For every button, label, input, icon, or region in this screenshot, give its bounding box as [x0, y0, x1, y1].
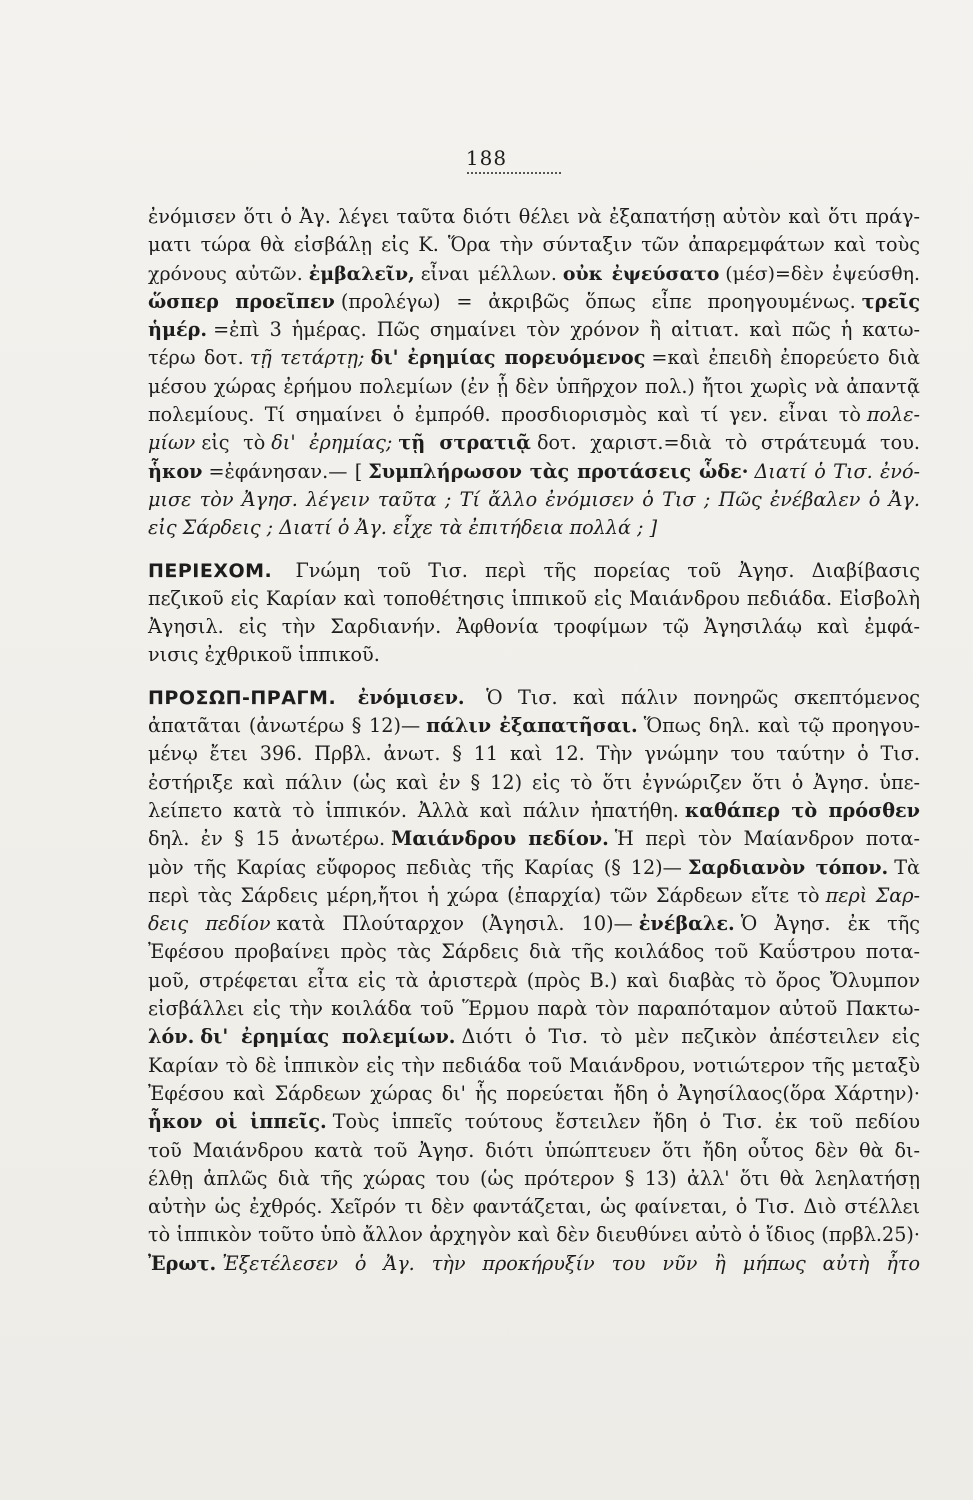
text-line: [148, 825, 920, 853]
lemma: πάλιν ἐξαπατῆσαι.: [426, 714, 638, 738]
text-segment: Ἐφέσου προβαίνει πρὸς τὰς Σάρδεις διὰ τῆς κοιλάδος τοῦ Καΰστρου ποτα-: [148, 940, 920, 964]
text-line: [148, 712, 920, 740]
text-segment: εἰσβάλλει εἰς τὴν κοιλάδα τοῦ Ἕρμου παρὰ τὸν παραπόταμον αὐτοῦ Πακτω-: [148, 997, 920, 1021]
text-segment: Καρίαν τὸ δὲ ἱππικὸν εἰς τὴν πεδιάδα τοῦ Μαιάνδρου, νοτιώτερον τῆς μεταξὺ: [148, 1053, 920, 1077]
persons-things-label: ΠΡΟΣΩΠ-ΠΡΑΓΜ.: [148, 686, 337, 709]
text-segment: Ἐφέσου καὶ Σάρδεων χώρας δι' ἧς πορεύεται ἤδη ὁ Ἀγησίλαος(ὅρα Χάρτην)·: [148, 1081, 920, 1105]
text-segment: πολεμίους. Τί σημαίνει ὁ ἐμπρόθ. προσδιορισμὸς καὶ τί γεν. εἶναι τὸ: [148, 403, 861, 427]
lemma: οὐκ ἐψεύσατο: [562, 262, 720, 285]
text-line: [148, 514, 920, 542]
persons-things-section: [148, 684, 920, 1278]
lemma: τρεῖς: [861, 289, 921, 313]
text-line: [148, 1023, 920, 1051]
lemma: λόν.: [148, 1025, 195, 1049]
text-segment: τέρω δοτ.: [148, 346, 244, 370]
lemma: δι' ἐρημίας πορευόμενος: [370, 346, 646, 370]
text-segment: δεις πεδίον: [148, 912, 271, 936]
text-line: [148, 995, 920, 1023]
contents-label: ΠΕΡΙΕΧΟΜ.: [148, 559, 273, 582]
lemma: καθάπερ τὸ πρόσθεν: [684, 798, 920, 822]
text-segment: Ὁ Ἀγησ. ἐκ τῆς: [740, 912, 920, 936]
contents-line: Ἀγησιλ. εἰς τὴν Σαρδιανήν. Ἀφθονία τροφίμων τῷ Ἀγησιλάῳ καὶ ἐμφά-: [148, 615, 920, 639]
text-segment: (προλέγω) = ἀκριβῶς ὅπως εἶπε προηγουμένως.: [340, 289, 856, 313]
text-line: [148, 769, 920, 797]
text-segment: Ἐξετέλεσεν ὁ Ἀγ. τὴν προκήρυξίν του νῦν ἢ μήπως αὐτὴ ἦτο: [222, 1251, 920, 1275]
text-line: [148, 1080, 920, 1108]
text-segment: Διότι ὁ Τισ. τὸ μὲν πεζικὸν ἀπέστειλεν εἰς: [461, 1025, 920, 1049]
text-segment: μὸν τῆς Καρίας εὔφορος πεδιὰς τῆς Καρίας (§ 12)—: [148, 855, 682, 879]
text-segment: τῇ τετάρτῃ;: [249, 346, 365, 370]
text-line: [148, 288, 920, 316]
text-segment: =ἐφάνησαν.— [: [208, 459, 363, 483]
text-segment: Τοὺς ἱππεῖς τούτους ἔστειλεν ἤδη ὁ Τισ. ἐκ τοῦ πεδίου: [332, 1110, 921, 1134]
text-line: [148, 1108, 920, 1136]
body-text: [148, 203, 920, 1278]
page-number-rule: [467, 172, 561, 174]
text-line: [148, 967, 920, 995]
text-line: [148, 797, 920, 825]
lemma: τῇ στρατιᾷ: [398, 431, 531, 455]
text-segment: περὶ τὰς Σάρδεις μέρη,ἤτοι ἡ χώρα (ἐπαρχία) τῶν Σάρδεων εἴτε τὸ: [148, 883, 820, 907]
text-line: [148, 1137, 920, 1165]
lemma: ἐνέβαλε.: [638, 912, 735, 936]
lemma: Ἐρωτ.: [148, 1251, 217, 1275]
text-segment: εἰς Σάρδεις ; Διατί ὁ Ἀγ. εἶχε τὰ ἐπιτήδεια πολλά ; ]: [148, 516, 658, 540]
text-segment: μοῦ, στρέφεται εἶτα εἰς τὰ ἀριστερὰ (πρὸς Β.) καὶ διαβὰς τὸ ὄρος Ὄλυμπον: [148, 968, 920, 992]
text-line: [148, 373, 920, 401]
text-segment: χρόνους αὐτῶν.: [148, 262, 303, 285]
text-line: [148, 458, 920, 486]
text-segment: ἀπατᾶται (ἀνωτέρω § 12)—: [148, 714, 421, 738]
lemma: ἡμέρ.: [148, 318, 208, 342]
text-segment: μέσου χώρας ἐρήμου πολεμίων (ἐν ᾗ δὲν ὑπῆρχον πολ.) ἤτοι χωρὶς νὰ ἀπαντᾷ: [148, 374, 920, 398]
text-segment: τοῦ Μαιάνδρου κατὰ τοῦ Ἀγησ. διότι ὑπώπτευεν ὅτι ἤδη οὗτος δὲν θὰ δι-: [148, 1138, 920, 1162]
text-segment: κατὰ Πλούταρχον (Ἀγησιλ. 10)—: [276, 912, 633, 936]
text-segment: ἐστήριξε καὶ πάλιν (ὡς καὶ ἐν § 12) εἰς τὸ ὅτι ἐγνώριζεν ὅτι ὁ Ἀγησ. ὑπε-: [148, 770, 920, 794]
text-segment: δηλ. ἐν § 15 ἀνωτέρω.: [148, 827, 386, 851]
lemma: ὥσπερ προεῖπεν: [148, 289, 335, 313]
text-segment: =καὶ ἐπειδὴ ἐπορεύετο διὰ: [651, 346, 920, 370]
text-segment: λείπετο κατὰ τὸ ἱππικόν. Ἀλλὰ καὶ πάλιν ἠπατήθη.: [148, 798, 679, 822]
text-line: [148, 938, 920, 966]
text-line: [148, 910, 920, 938]
text-segment: μένῳ ἔτει 396. Πρβλ. ἀνωτ. § 11 καὶ 12. Τὴν γνώμην του ταύτην ὁ Τισ.: [148, 742, 920, 766]
text-line: [148, 401, 920, 429]
lemma: ἧκον: [148, 459, 203, 483]
lemma: Σαρδιανὸν τόπον.: [687, 855, 889, 879]
text-segment: έλθῃ ἁπλῶς διὰ τῆς χώρας του (ὡς πρότερον § 13) ἀλλ' ὅτι θὰ λεηλατήσῃ: [148, 1166, 920, 1190]
text-segment: τὸ ἱππικὸν τοῦτο ὑπὸ ἄλλον ἀρχηγὸν καὶ δὲν διευθύνει αὐτὸ ὁ ἴδιος (πρβλ.25)·: [148, 1223, 920, 1247]
text-line: [148, 316, 920, 344]
text-line: [148, 854, 920, 882]
commentary-block: [148, 203, 920, 543]
text-segment: εἶναι μέλλων.: [420, 262, 557, 285]
text-segment: Διατί ὁ Τισ. ἐνό-: [754, 459, 920, 483]
text-line: [148, 1193, 920, 1221]
text-segment: μίων: [148, 431, 196, 455]
text-segment: ἐνόμισεν ὅτι ὁ Ἀγ. λέγει ταῦτα διότι θέλει νὰ ἐξαπατήσῃ αὐτὸν καὶ ὅτι πράγ-: [148, 205, 920, 228]
text-line: [148, 1052, 920, 1080]
lemma: Συμπλήρωσον τὰς προτάσεις ὧδε·: [368, 459, 749, 483]
text-line: [148, 429, 920, 457]
text-segment: δι' ἐρημίας;: [271, 431, 393, 455]
text-segment: ματι τώρα θὰ εἰσβάλῃ εἰς Κ. Ὅρα τὴν σύνταξιν τῶν ἀπαρεμφάτων καὶ τοὺς: [148, 233, 920, 257]
text-line: [148, 1250, 920, 1278]
text-segment: πολε-: [866, 403, 920, 427]
text-line: [148, 260, 920, 288]
text-line: [148, 740, 920, 768]
text-line: [148, 1221, 920, 1249]
text-segment: =ἐπὶ 3 ἡμέρας. Πῶς σημαίνει τὸν χρόνον ἢ αἰτιατ. καὶ πῶς ἡ κατω-: [213, 318, 920, 342]
lemma: ἧκον οἱ ἱππεῖς.: [148, 1110, 327, 1134]
lemma: Μαιάνδρου πεδίον.: [391, 827, 609, 851]
lemma: ἐνόμισεν.: [357, 685, 465, 709]
contents-line: νισις ἐχθρικοῦ ἱππικοῦ.: [148, 643, 380, 667]
paragraph-gap: [148, 670, 920, 684]
page-number: 188: [465, 146, 508, 170]
text-segment: περὶ Σαρ-: [825, 883, 920, 907]
paragraph-gap: [148, 543, 920, 557]
text-segment: Ὅπως δηλ. καὶ τῷ προηγου-: [643, 714, 920, 738]
text-segment: Τὰ: [894, 855, 920, 879]
text-line: [148, 486, 920, 514]
text-line: [148, 1165, 920, 1193]
text-segment: δοτ. χαριστ.=διὰ τὸ στράτευμά του.: [536, 431, 920, 455]
text-segment: μισε τὸν Ἀγησ. λέγειν ταῦτα ; Τί ἄλλο ἐνόμισεν ὁ Τισ ; Πῶς ἐνέβαλεν ὁ Ἀγ.: [148, 487, 920, 511]
lemma: δι' ἐρημίας πολεμίων.: [200, 1025, 456, 1049]
text-segment: αὐτὴν ὡς ἐχθρός. Χεῖρόν τι δὲν φαντάζεται, ὡς φαίνεται, ὁ Τισ. Διὸ στέλλει: [148, 1195, 920, 1219]
contents-line: πεζικοῦ εἰς Καρίαν καὶ τοποθέτησις ἱππικοῦ εἰς Μαιάνδρου πεδιάδα. Εἰσβολὴ: [148, 586, 920, 610]
text-segment: εἰς τὸ: [201, 431, 266, 455]
commentary-text: Ὁ Τισ. καὶ πάλιν πονηρῶς σκεπτόμενος: [486, 685, 920, 709]
contents-section: [148, 557, 920, 670]
lemma: ἐμβαλεῖν,: [308, 262, 415, 285]
text-segment: Ἡ περὶ τὸν Μαίανδρον ποτα-: [614, 827, 920, 851]
text-line: [148, 882, 920, 910]
contents-text-first: Γνώμη τοῦ Τισ. περὶ τῆς πορείας τοῦ Ἀγησ. Διαβίβασις: [295, 558, 920, 582]
text-line: [148, 231, 920, 259]
text-line: [148, 344, 920, 372]
text-segment: (μέσ)=δὲν ἐψεύσθη.: [725, 262, 920, 285]
text-line: [148, 203, 920, 231]
